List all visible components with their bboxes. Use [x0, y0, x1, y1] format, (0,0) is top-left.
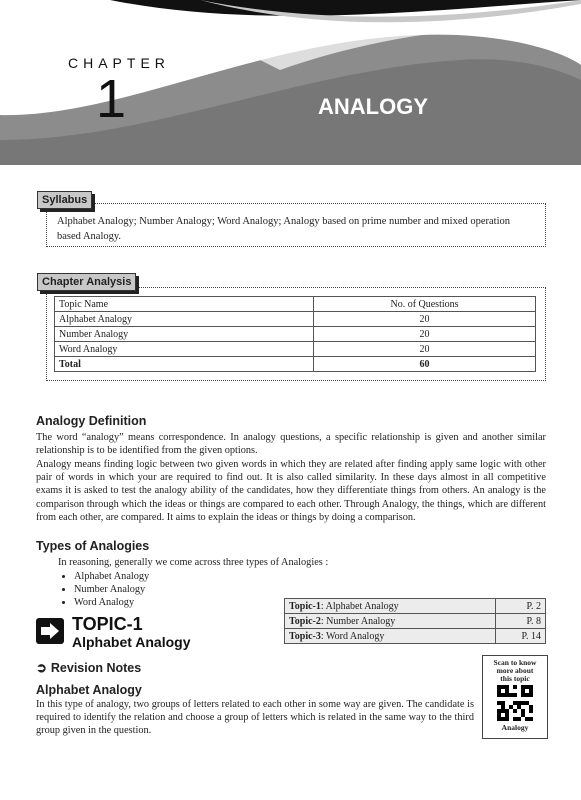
topic-cell: Alphabet Analogy: [55, 312, 314, 327]
alphabet-analogy-text: In this type of analogy, two groups of letters related to each other in some way are given. The candidate is required to identify the relation and choose a group of letters which is related in the same way to the third group given in the question.: [36, 699, 474, 737]
qr-line-3: this topic: [500, 674, 530, 683]
qr-box: [482, 655, 548, 739]
table-row: [55, 312, 536, 327]
table-row: [285, 614, 546, 629]
definition-paragraph-2: Analogy means finding logic between two given words in which they are related after finding apply same logic with other pair of words in which your are required to find out. It is also called similarity. In these days almost in all competitive exams it is asked to test the analogy ability of the candidates, how they differentiate things from others. An analogy is the comparison through which the ideas or things are compared to each other. Through Analogy, the things, which are different from each other, are compared. It aims to explain the ideas or things by doing a comparison.: [36, 459, 546, 523]
table-header-row: [55, 297, 536, 312]
list-item: • Word Analogy: [74, 596, 149, 609]
table-row: [55, 342, 536, 357]
topic-label: TOPIC-1: [72, 614, 143, 634]
topic-page: P. 2: [495, 599, 545, 614]
total-count-cell: 60: [314, 357, 536, 372]
topic-name: : Word Analogy: [320, 630, 385, 642]
total-cell: Total: [55, 357, 314, 372]
chapter-label: CHAPTER: [68, 55, 170, 71]
qr-caption: Analogy: [501, 723, 529, 732]
qr-line-1: Scan to know: [493, 658, 537, 667]
chapter-number: 1: [96, 69, 127, 129]
topic-label: Topic-3: [289, 630, 321, 642]
topic-name: : Alphabet Analogy: [320, 600, 399, 612]
topic-cell: Number Analogy: [55, 327, 314, 342]
column-header: No. of Questions: [314, 297, 536, 312]
column-header: Topic Name: [55, 297, 314, 312]
list-item: • Alphabet Analogy: [74, 570, 149, 583]
types-intro: In reasoning, generally we come across three types of Analogies :: [58, 557, 329, 568]
count-cell: 20: [314, 312, 536, 327]
types-list: [58, 570, 149, 609]
topic-name: Alphabet Analogy: [72, 634, 191, 650]
qr-code-icon[interactable]: [497, 685, 533, 721]
topic-name: : Number Analogy: [320, 615, 396, 627]
table-row: [285, 599, 546, 614]
types-heading: Types of Analogies: [36, 539, 150, 553]
count-cell: 20: [314, 342, 536, 357]
table-row: [285, 629, 546, 644]
syllabus-text: Alphabet Analogy; Number Analogy; Word Analogy; Analogy based on prime number and mixed operation based Analogy.: [57, 216, 511, 242]
qr-line-2: more about: [496, 666, 534, 675]
topic-page: P. 8: [495, 614, 545, 629]
list-item: • Number Analogy: [74, 583, 149, 596]
circle-arrow-icon: ➲: [36, 660, 47, 675]
topic-index-table: [284, 598, 546, 644]
count-cell: 20: [314, 327, 536, 342]
chapter-banner: [0, 0, 581, 165]
definition-paragraph-1: The word “analogy” means correspondence. In analogy questions, a specific relationship is given and another similar relationship is to be identified from the given options.: [36, 432, 546, 457]
topic-label: Topic-1: [289, 600, 321, 612]
topic-label: Topic-2: [289, 615, 321, 627]
table-row: [55, 327, 536, 342]
revision-notes-heading: [36, 659, 141, 677]
alphabet-analogy-heading: Alphabet Analogy: [36, 683, 142, 697]
topic-cell: Word Analogy: [55, 342, 314, 357]
revision-notes-label: Revision Notes: [50, 661, 142, 675]
table-row: [55, 357, 536, 372]
chapter-analysis-heading: Chapter Analysis: [37, 273, 136, 291]
definition-heading: Analogy Definition: [36, 414, 147, 428]
topic-arrow-icon: [36, 618, 64, 644]
topic-page: P. 14: [495, 629, 545, 644]
chapter-analysis-table: [54, 296, 536, 372]
syllabus-heading: Syllabus: [37, 191, 92, 209]
chapter-title: ANALOGY: [318, 94, 428, 119]
banner-graphic: [0, 0, 581, 165]
